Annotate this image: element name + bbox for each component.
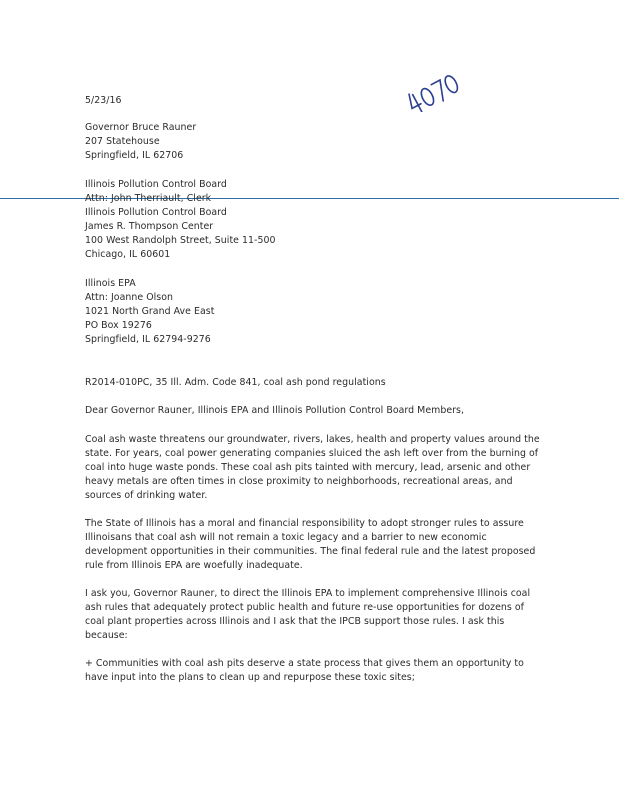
subject-line: R2014-010PC, 35 Ill. Adm. Code 841, coal ash pond regulations: [85, 377, 386, 388]
letter-date: 5/23/16: [85, 95, 122, 106]
address-line: Attn: John Therriault, Clerk: [85, 193, 212, 204]
paragraph-line: because:: [85, 630, 128, 641]
address-line: Springfield, IL 62706: [85, 150, 184, 161]
paragraph-line: have input into the plans to clean up and repurpose these toxic sites;: [85, 672, 415, 683]
address-line: Illinois Pollution Control Board: [85, 179, 227, 190]
salutation: Dear Governor Rauner, Illinois EPA and Illinois Pollution Control Board Members,: [85, 405, 465, 416]
address-line: Illinois EPA: [85, 278, 136, 289]
handwritten-stamp-number: [402, 60, 464, 112]
paragraph-line: sources of drinking water.: [85, 490, 208, 501]
paragraph-line: ash rules that adequately protect public health and future re-use opportunities for dozens of: [85, 602, 525, 613]
paragraph-line: coal plant properties across Illinois and I ask that the IPCB support those rules. I ask this: [85, 616, 505, 627]
paragraph-line: rule from Illinois EPA are woefully inadequate.: [85, 560, 303, 571]
address-line: Attn: Joanne Olson: [85, 292, 174, 303]
paragraph-line: The State of Illinois has a moral and financial responsibility to adopt stronger rules to assure: [85, 518, 524, 529]
paragraph-line: Coal ash waste threatens our groundwater, rivers, lakes, health and property values around the: [85, 434, 540, 445]
paragraph-line: coal into huge waste ponds. These coal ash pits tainted with mercury, lead, arsenic and other: [85, 462, 531, 473]
paragraph-line: Illinoisans that coal ash will not remain a toxic legacy and a barrier to new economic: [85, 532, 487, 543]
address-line: 1021 North Grand Ave East: [85, 306, 215, 317]
paragraph-line: development opportunities in their communities. The final federal rule and the latest proposed: [85, 546, 536, 557]
paragraph-line: I ask you, Governor Rauner, to direct the Illinois EPA to implement comprehensive Illinois coal: [85, 588, 531, 599]
paragraph-line: heavy metals are often times in close proximity to neighborhoods, recreational areas, and: [85, 476, 513, 487]
address-line: PO Box 19276: [85, 320, 152, 331]
paragraph-line: + Communities with coal ash pits deserve a state process that gives them an opportunity to: [85, 658, 524, 669]
paragraph-line: state. For years, coal power generating companies sluiced the ash left over from the burning of: [85, 448, 539, 459]
address-line: James R. Thompson Center: [85, 221, 214, 232]
address-line: Springfield, IL 62794-9276: [85, 334, 211, 345]
address-line: 100 West Randolph Street, Suite 11-500: [85, 235, 276, 246]
address-line: Governor Bruce Rauner: [85, 122, 197, 133]
address-line: Chicago, IL 60601: [85, 249, 171, 260]
address-line: 207 Statehouse: [85, 136, 160, 147]
address-line: Illinois Pollution Control Board: [85, 207, 227, 218]
